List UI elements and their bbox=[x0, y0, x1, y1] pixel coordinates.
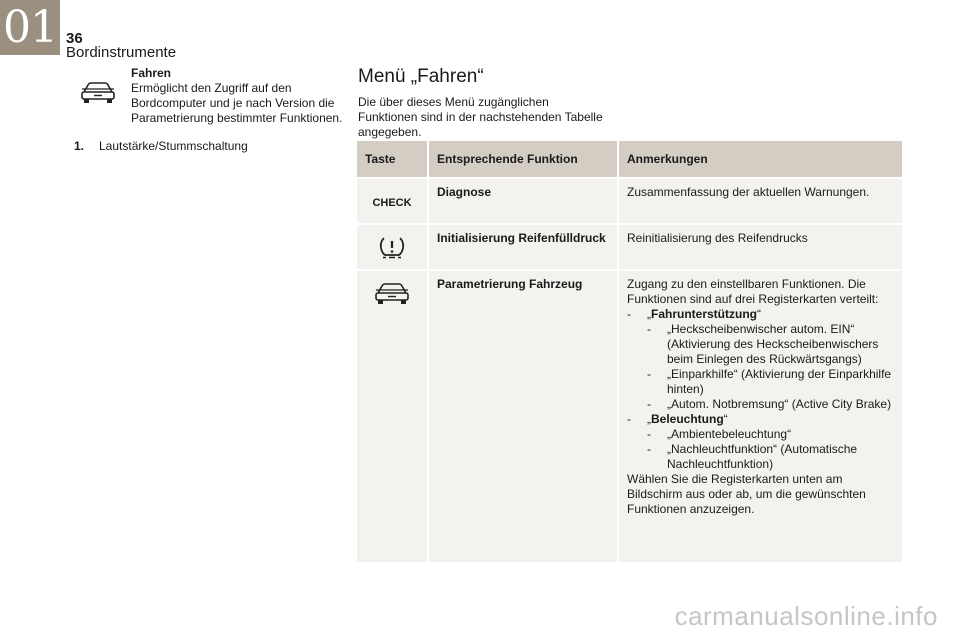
car-icon bbox=[80, 80, 116, 104]
menu-intro: Die über dieses Menü zugänglichen Funktionen sind in der nachstehenden Tabelle angegeben. bbox=[358, 95, 603, 139]
notes-outro: Wählen Sie die Registerkarten unten am Bildschirm aus oder ab, um die gewünschten Funktionen anzuzeigen. bbox=[627, 472, 866, 516]
header-notes: Anmerkungen bbox=[619, 141, 902, 177]
table-header bbox=[357, 141, 902, 177]
list-item: - „Nachleuchtfunktion“ (Automatische Nachleuchtfunktion) bbox=[647, 442, 858, 471]
list-item bbox=[74, 139, 248, 153]
fahren-description bbox=[131, 66, 346, 126]
chapter-badge bbox=[0, 0, 60, 55]
list-item-text: Lautstärke/Stummschaltung bbox=[99, 139, 248, 153]
list-item: - „Einparkhilfe“ (Aktivierung der Einparkhilfe hinten) bbox=[647, 367, 892, 396]
watermark: carmanualsonline.info bbox=[674, 601, 938, 631]
list-item: - „Autom. Notbremsung“ (Active City Brake) bbox=[647, 397, 892, 411]
list-item: - „Ambientebeleuchtung“ bbox=[647, 427, 792, 441]
notes-cell: Reinitialisierung des Reifendrucks bbox=[619, 225, 902, 269]
car-icon bbox=[374, 281, 410, 305]
fahren-title: Fahren bbox=[131, 66, 172, 80]
list-item-number: 1. bbox=[74, 139, 85, 153]
key-cell bbox=[357, 179, 427, 223]
tyre-pressure-warning-icon bbox=[377, 235, 407, 259]
key-cell bbox=[357, 271, 427, 562]
list-item: - „Fahrunterstützung“ bbox=[627, 307, 761, 321]
header-taste: Taste bbox=[357, 141, 427, 177]
key-cell bbox=[357, 225, 427, 269]
table-row bbox=[357, 179, 902, 223]
function-cell: Parametrierung Fahrzeug bbox=[429, 271, 617, 562]
table-row bbox=[357, 271, 902, 562]
notes-cell bbox=[619, 271, 902, 562]
function-cell: Diagnose bbox=[429, 179, 617, 223]
notes-cell: Zusammenfassung der aktuellen Warnungen. bbox=[619, 179, 902, 223]
section-title: Bordinstrumente bbox=[66, 44, 177, 61]
functions-table bbox=[357, 141, 902, 562]
fahren-text: Ermöglicht den Zugriff auf den Bordcomputer und je nach Version die Parametrierung bestimmter Funktionen. bbox=[131, 81, 343, 125]
tab-name-beleuchtung: Beleuchtung bbox=[651, 412, 724, 426]
list-item: - „Beleuchtung“ bbox=[627, 412, 728, 426]
table-row bbox=[357, 225, 902, 269]
function-cell: Initialisierung Reifenfülldruck bbox=[429, 225, 617, 269]
list-item: - „Heckscheibenwischer autom. EIN“ (Aktivierung des Heckscheibenwischers beim Einlegen des Rückwärtsgangs) bbox=[647, 322, 879, 366]
header-function: Entsprechende Funktion bbox=[429, 141, 617, 177]
notes-intro: Zugang zu den einstellbaren Funktionen. Die Funktionen sind auf drei Registerkarten verteilt: bbox=[627, 277, 879, 306]
check-key-label: CHECK bbox=[372, 197, 412, 209]
tab-name-fahrunterstuetzung: Fahrunterstützung bbox=[651, 307, 757, 321]
page-number: 36 bbox=[66, 30, 83, 47]
menu-heading: Menü „Fahren“ bbox=[358, 66, 484, 87]
chapter-number: 01 bbox=[3, 2, 57, 53]
